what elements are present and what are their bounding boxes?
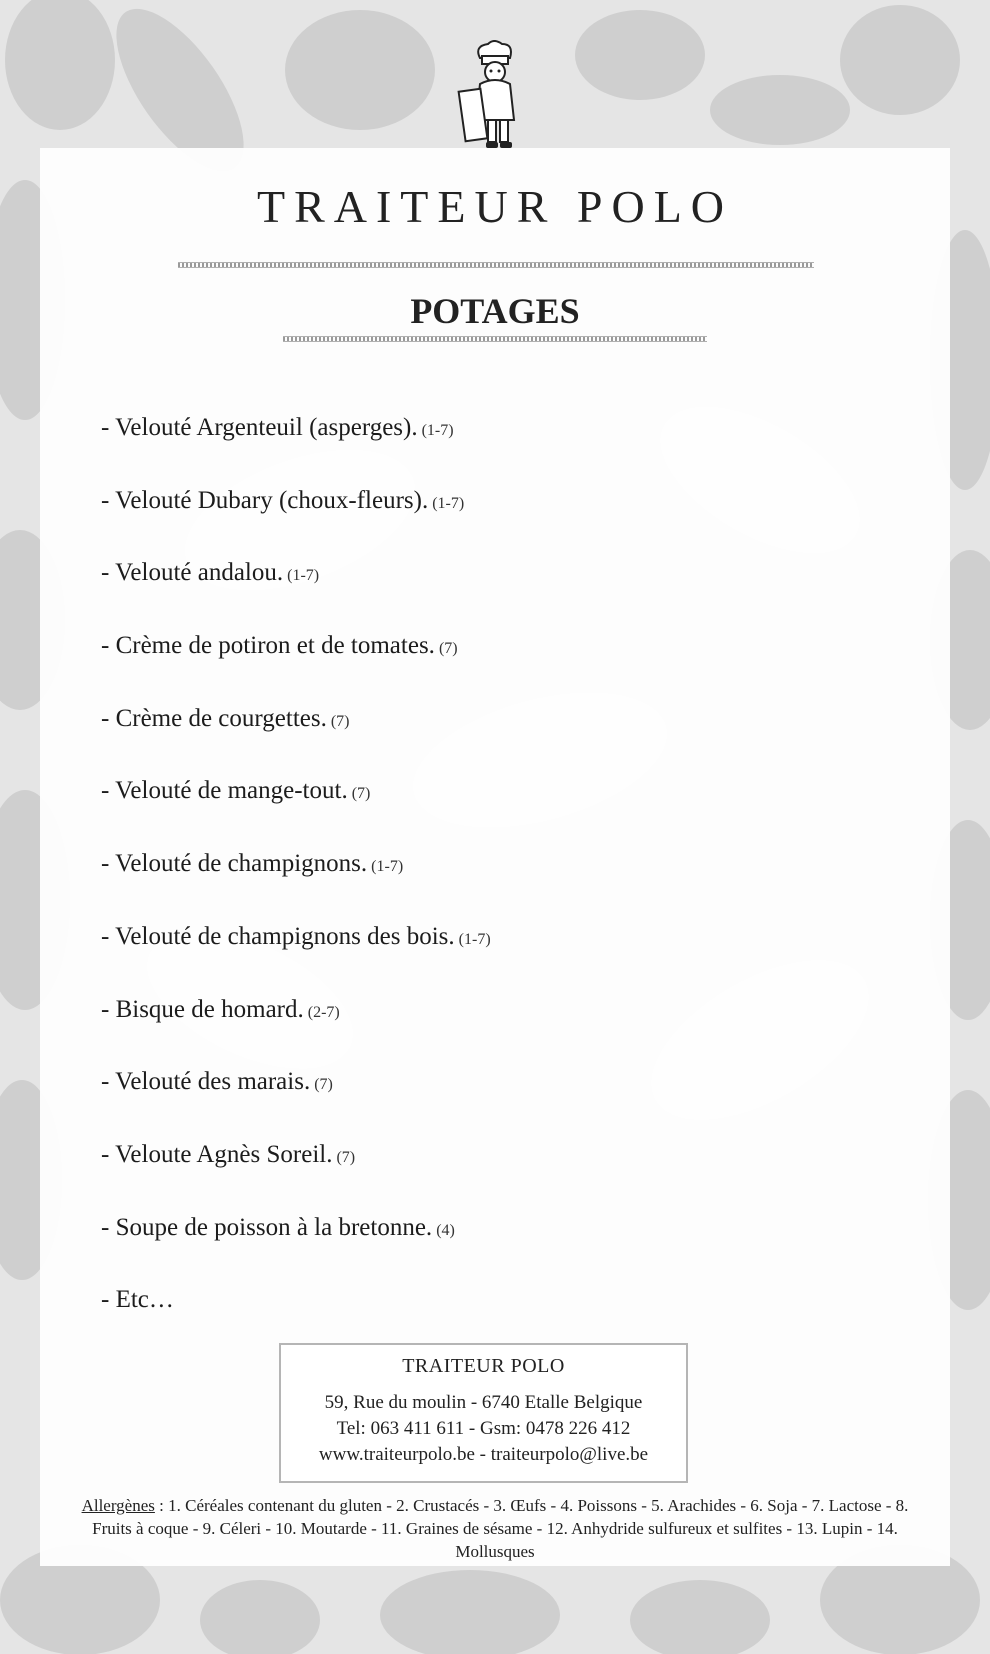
allergen-legend [70,1494,920,1563]
item-allergens: (7) [438,640,458,658]
list-item [101,1214,491,1287]
item-allergens: (7) [330,712,350,730]
list-item [101,923,491,996]
title-divider [178,262,814,268]
item-name: - Velouté de champignons des bois. [101,922,455,950]
contact-name: TRAITEUR POLO [402,1355,565,1377]
item-name: - Velouté Dubary (choux-fleurs). [101,486,429,514]
item-name: - Bisque de homard. [101,995,304,1023]
list-item [101,632,491,705]
list-item [101,777,491,850]
contact-address: 59, Rue du moulin - 6740 Etalle Belgique [324,1392,643,1413]
item-name: - Velouté Argenteuil (asperges). [101,414,418,441]
item-allergens: (7) [351,785,371,803]
item-allergens: (7) [336,1148,356,1166]
contact-box [279,1343,688,1483]
list-item [101,1068,491,1141]
page-title: TRAITEUR POLO [256,181,734,232]
item-name: - Veloute Agnès Soreil. [101,1140,333,1168]
list-item [101,996,491,1069]
list-item [101,1141,491,1214]
item-allergens: (1-7) [371,858,404,876]
item-name: - Velouté de mange-tout. [101,777,348,805]
soup-list [101,414,491,1359]
item-allergens: (4) [436,1221,455,1239]
item-name: - Crème de potiron et de tomates. [101,632,435,660]
list-item [101,705,491,778]
list-item [101,414,491,487]
item-allergens: (1-7) [458,930,491,948]
item-name: - Velouté andalou. [101,559,284,587]
chef-logo-icon [450,40,540,152]
allergen-label: Allergènes [81,1496,155,1515]
item-allergens: (2-7) [307,1003,340,1021]
contact-web[interactable]: www.traiteurpolo.be - traiteurpolo@live.be [318,1444,649,1465]
item-name: - Soupe de poisson à la bretonne. [101,1213,433,1241]
item-name: - Velouté des marais. [101,1068,311,1096]
item-name: - Velouté de champignons. [101,850,368,878]
item-allergens: (1-7) [421,422,454,439]
list-item [101,850,491,923]
item-allergens: (7) [314,1076,333,1094]
item-allergens: (1-7) [432,494,465,512]
item-name: - Etc… [101,1286,174,1314]
item-name: - Crème de courgettes. [101,704,327,732]
allergen-list: : 1. Céréales contenant du gluten - 2. Crustacés - 3. Œufs - 4. Poissons - 5. Arachides - 6. Soja - 7. Lactose - 8. Fruits à coque - 9. Céleri - 10. Moutarde - 11. Graines de sésame - 12. Anhydride sulfureux et sulfites - 13. Lupin - 14. Mollusques [92,1496,909,1561]
list-item [101,487,491,560]
section-title: POTAGES [410,291,580,331]
item-allergens: (1-7) [287,567,320,585]
section-divider [283,336,707,342]
list-item [101,559,491,632]
contact-phone: Tel: 063 411 611 - Gsm: 0478 226 412 [336,1418,631,1439]
